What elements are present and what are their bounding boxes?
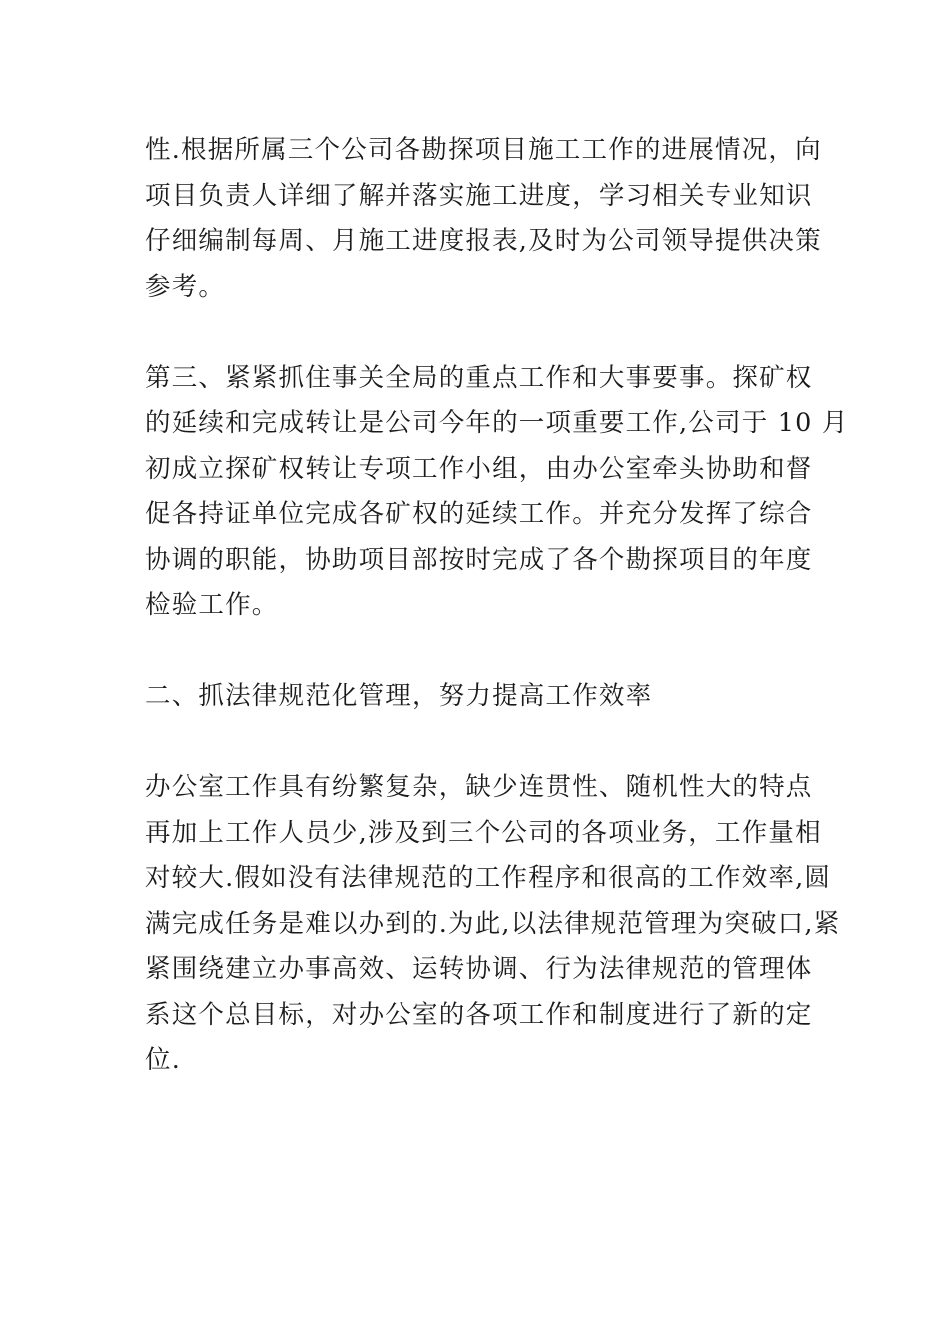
text-line: 的延续和完成转让是公司今年的一项重要工作,公司于 10 月: [145, 408, 849, 438]
heading-line: 二、抓法律规范化管理，努力提高工作效率: [145, 681, 653, 711]
paragraph-spacer: [145, 629, 810, 675]
text-line: 办公室工作具有纷繁复杂，缺少连贯性、随机性大的特点: [145, 772, 813, 802]
text-line: 检验工作。: [145, 590, 279, 620]
text-line: 系这个总目标，对办公室的各项工作和制度进行了新的定: [145, 999, 813, 1030]
document-body: [145, 128, 849, 1084]
text-line: 第三、紧紧抓住事关全局的重点工作和大事要事。探矿权: [145, 362, 813, 393]
text-line: 位.: [145, 1045, 182, 1075]
text-line: 对较大.假如没有法律规范的工作程序和很高的工作效率,圆: [145, 863, 832, 893]
text-line: 协调的职能，协助项目部按时完成了各个勘探项目的年度: [145, 544, 813, 575]
text-line: 项目负责人详细了解并落实施工进度，学习相关专业知识: [145, 180, 813, 211]
text-line: 再加上工作人员少,涉及到三个公司的各项业务，工作量相: [145, 817, 822, 848]
text-line: 促各持证单位完成各矿权的延续工作。并充分发挥了综合: [145, 499, 813, 529]
text-line: 性.根据所属三个公司各勘探项目施工工作的进展情况，向: [145, 135, 822, 165]
paragraph-progress-report: [145, 128, 822, 310]
text-line: 紧围绕建立办事高效、运转协调、行为法律规范的管理体: [145, 954, 813, 984]
paragraph-key-work: [145, 356, 849, 629]
paragraph-spacer: [145, 720, 810, 766]
text-line: 初成立探矿权转让专项工作小组，由办公室牵头协助和督: [145, 453, 813, 484]
section-heading: [145, 674, 810, 720]
text-line: 满完成任务是难以办到的.为此,以法律规范管理为突破口,紧: [145, 908, 841, 939]
paragraph-office-management: [145, 765, 841, 1084]
text-line: 参考。: [145, 271, 226, 302]
text-line: 仔细编制每周、月施工进度报表,及时为公司领导提供决策: [145, 226, 822, 256]
paragraph-spacer: [145, 310, 810, 356]
